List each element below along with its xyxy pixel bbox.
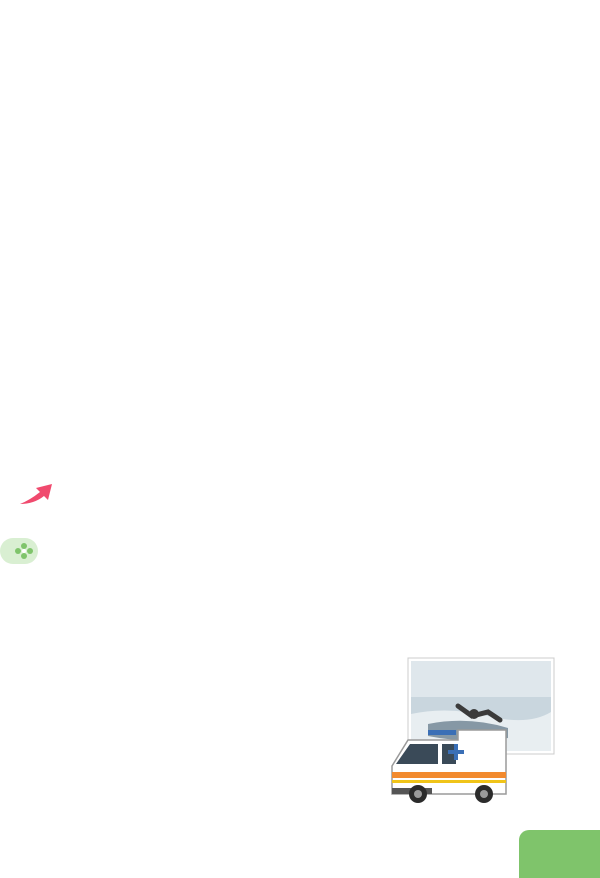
footer-decorative-dashes bbox=[0, 822, 600, 826]
group-work-icon bbox=[0, 538, 38, 564]
top-decorative-dots bbox=[0, 12, 600, 22]
arrow-pointer-icon bbox=[18, 478, 58, 508]
ice-rescue-photo bbox=[388, 654, 556, 804]
page-number bbox=[519, 830, 600, 878]
